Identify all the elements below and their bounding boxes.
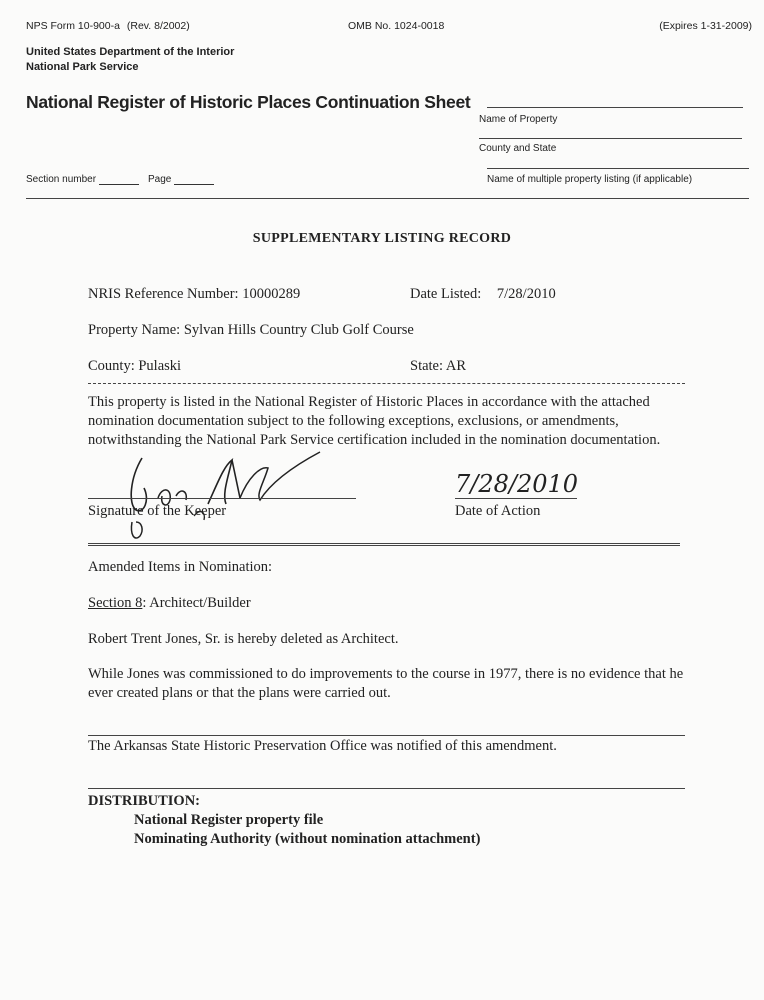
record-heading: SUPPLEMENTARY LISTING RECORD xyxy=(252,231,512,246)
county-state-line xyxy=(479,138,742,139)
county-label: County: xyxy=(88,358,135,374)
distribution-top-line xyxy=(88,788,685,789)
keeper-signature xyxy=(100,438,340,550)
agency-block xyxy=(26,45,234,75)
signature-line xyxy=(88,498,356,499)
amended-section-number: Section 8 xyxy=(88,595,143,611)
amendments-heading: Amended Items in Nomination: xyxy=(88,559,273,575)
amendment-deletion: Robert Trent Jones, Sr. is hereby deleted as Architect. xyxy=(88,631,399,647)
shpo-notification: The Arkansas State Historic Preservation Office was notified of this amendment. xyxy=(88,738,557,754)
section-number-field xyxy=(26,174,139,185)
date-of-action-line xyxy=(455,498,577,499)
name-of-property-line xyxy=(487,107,743,108)
multiple-listing-label: Name of multiple property listing (if applicable) xyxy=(487,174,693,185)
omb-number: OMB No. 1024-0018 xyxy=(348,20,445,32)
nris-reference xyxy=(88,286,300,303)
state-label: State: xyxy=(410,358,444,374)
date-listed-label: Date Listed: xyxy=(410,286,482,302)
nris-label: NRIS Reference Number: xyxy=(88,286,239,302)
date-of-action-label: Date of Action xyxy=(455,503,541,519)
page-title: National Register of Historic Places Continuation Sheet xyxy=(26,92,471,112)
amended-section-title: : Architect/Builder xyxy=(142,595,251,611)
handwritten-date xyxy=(455,466,579,500)
signature-label: Signature of the Keeper xyxy=(88,503,227,519)
county-state-label: County and State xyxy=(479,143,557,154)
form-number: NPS Form 10-900-a xyxy=(26,20,120,32)
form-revision: (Rev. 8/2002) xyxy=(126,20,190,32)
multiple-listing-line xyxy=(487,168,749,169)
amended-section xyxy=(88,595,251,612)
section-number-blank xyxy=(99,184,139,185)
distribution-heading: DISTRIBUTION: xyxy=(88,793,200,809)
date-listed-value: 7/28/2010 xyxy=(496,286,556,302)
state xyxy=(410,358,466,375)
page-blank xyxy=(174,184,214,185)
double-divider xyxy=(88,543,680,546)
form-id xyxy=(26,20,190,32)
property-name-label: Property Name: xyxy=(88,322,181,338)
page-label: Page xyxy=(148,174,172,185)
header-divider xyxy=(26,198,749,199)
agency-service: National Park Service xyxy=(26,61,139,73)
notification-top-line xyxy=(88,735,685,736)
property-name xyxy=(88,322,414,339)
dashed-divider xyxy=(88,383,685,384)
amendment-explanation: While Jones was commissioned to do improvements to the course in 1977, there is no evidence that he ever created plans or that the plans were carried out. xyxy=(88,666,684,701)
expiration-date: (Expires 1-31-2009) xyxy=(659,20,752,32)
section-number-label: Section number xyxy=(26,174,97,185)
state-value: AR xyxy=(445,358,467,374)
agency-department: United States Department of the Interior xyxy=(26,46,235,58)
distribution-item: National Register property file xyxy=(134,812,324,828)
county-value: Pulaski xyxy=(138,358,182,374)
county xyxy=(88,358,181,375)
distribution-list xyxy=(134,811,480,849)
listing-statement: This property is listed in the National Register of Historic Places in accordance with the attached nomination documentation subject to the following exceptions, exclusions, or amendments, notwithstanding the National Park Service certification included in the nomination documentation. xyxy=(88,394,661,448)
date-listed xyxy=(410,286,556,303)
distribution-item: Nominating Authority (without nomination attachment) xyxy=(134,831,481,847)
page-field xyxy=(148,174,214,185)
name-of-property-label: Name of Property xyxy=(479,114,558,125)
property-name-value: Sylvan Hills Country Club Golf Course xyxy=(183,322,414,338)
nris-value: 10000289 xyxy=(242,286,301,302)
handwritten-date-text: 7/28/2010 xyxy=(455,470,579,498)
